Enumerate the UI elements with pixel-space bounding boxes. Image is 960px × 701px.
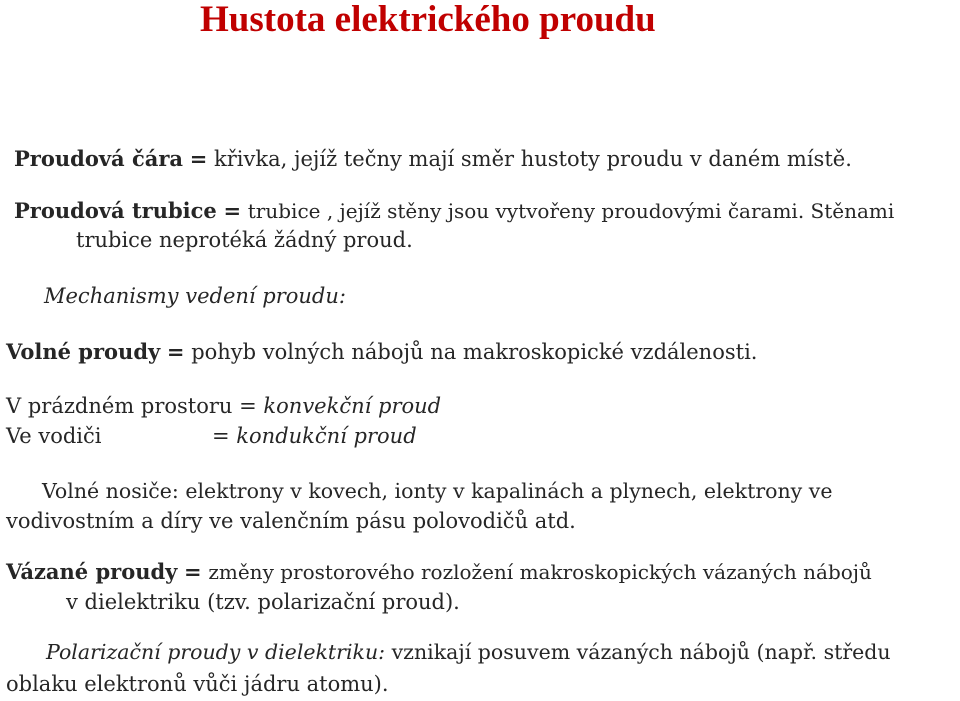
conductor-equals: = (212, 424, 230, 448)
bound-currents-text-line2: v dielektriku (tzv. polarizační proud). (66, 590, 460, 614)
vacuum-value: konvekční proud (263, 394, 442, 418)
free-currents-definition (6, 339, 757, 365)
bound-currents-term: Vázané proudy (6, 559, 178, 584)
tube-definition (14, 198, 894, 224)
polarization-text-line1: vznikají posuvem vázaných nábojů (např. středu (391, 640, 891, 664)
streamline-equals: = (189, 146, 208, 171)
slide-title: Hustota elektrického proudu (200, 0, 656, 40)
bound-currents-definition (6, 559, 872, 585)
vacuum-label: V prázdném prostoru (6, 394, 233, 418)
polarization-term: Polarizační proudy v dielektriku: (46, 640, 386, 664)
mechanisms-heading: Mechanismy vedení proudu: (44, 284, 346, 308)
conductor-label: Ve vodiči (6, 424, 102, 448)
carriers-line2: vodivostním a díry ve valenčním pásu polovodičů atd. (6, 509, 576, 533)
bound-currents-equals: = (184, 559, 202, 584)
tube-text-line2: trubice neprotéká žádný proud. (76, 228, 413, 252)
tube-text-line1: trubice , jejíž stěny jsou vytvořeny proudovými čarami. Stěnami (247, 199, 895, 223)
vacuum-equals: = (239, 394, 257, 418)
conductor-value: kondukční proud (236, 424, 417, 448)
conductor-row (212, 424, 417, 449)
carriers-line1: Volné nosiče: elektrony v kovech, ionty v kapalinách a plynech, elektrony ve (42, 479, 833, 503)
polarization-definition (46, 640, 891, 665)
tube-equals: = (223, 198, 242, 223)
free-currents-equals: = (166, 339, 185, 364)
streamline-definition (14, 146, 852, 172)
polarization-text-line2: oblaku elektronů vůči jádru atomu). (6, 672, 389, 696)
vacuum-row (6, 394, 441, 419)
tube-term: Proudová trubice (14, 198, 217, 223)
bound-currents-text-line1: změny prostorového rozložení makroskopických vázaných nábojů (208, 560, 872, 584)
streamline-term: Proudová čára (14, 146, 184, 171)
free-currents-text: pohyb volných nábojů na makroskopické vzdálenosti. (191, 340, 758, 364)
free-currents-term: Volné proudy (6, 339, 161, 364)
streamline-text: křivka, jejíž tečny mají směr hustoty proudu v daném místě. (214, 147, 852, 171)
